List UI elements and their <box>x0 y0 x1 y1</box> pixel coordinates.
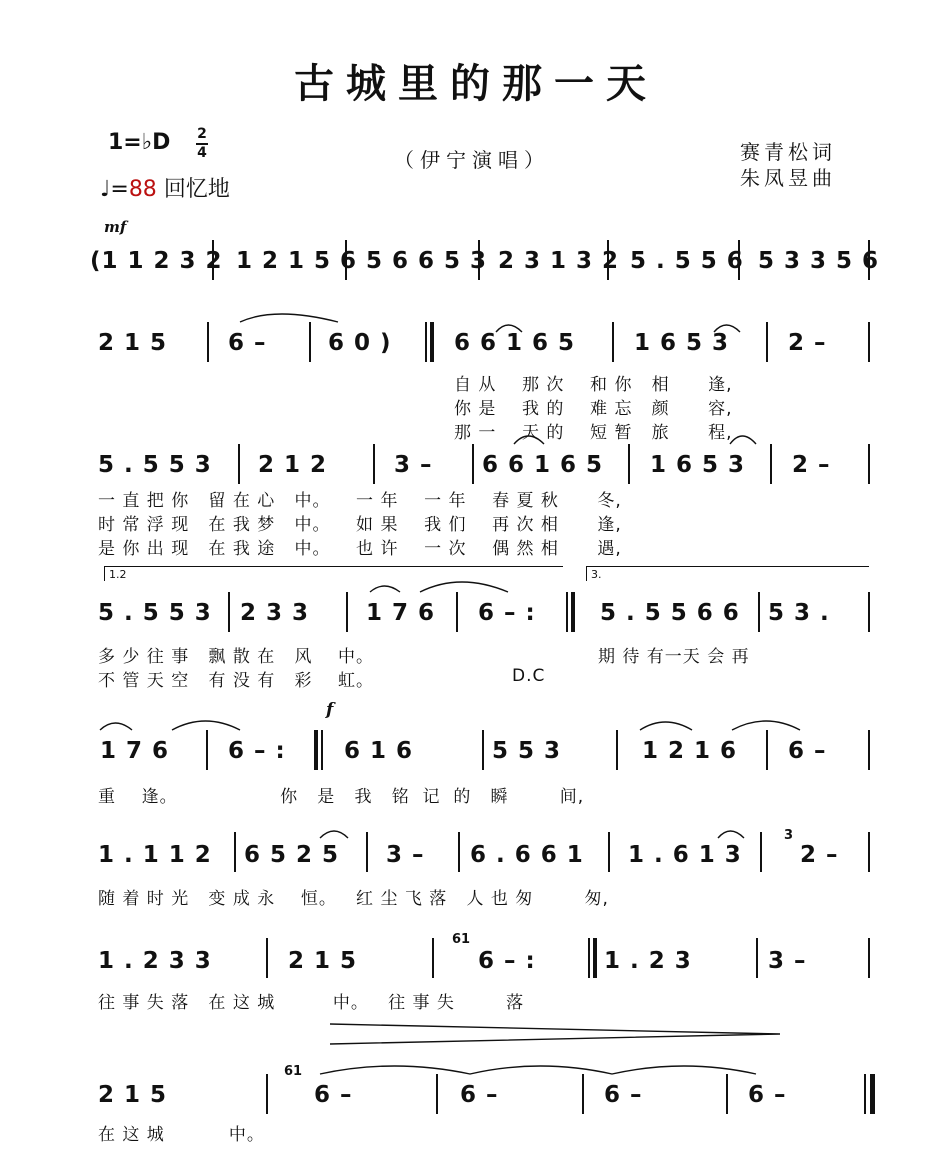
measure: 6 – : <box>478 600 536 626</box>
measure: 1 6 5 3 <box>650 452 746 478</box>
slur-curve <box>496 325 522 332</box>
measure: 3 – <box>394 452 433 478</box>
measure: 1 . 6 1 3 <box>628 842 742 868</box>
measure: (1 1 2 3 2 <box>90 248 223 274</box>
slur-curve <box>730 436 756 444</box>
measure: 6 – <box>788 738 827 764</box>
measure: 6 – <box>314 1082 353 1108</box>
tie-curve <box>420 582 508 592</box>
measure: 3 – <box>768 948 807 974</box>
measure: 2 3 1 3 2 <box>498 248 620 274</box>
measure: 1 2 1 5 6 <box>236 248 358 274</box>
meter-top: 2 <box>197 126 207 142</box>
lyric-line: 重 逢。 你 是 我 铭 记 的 瞬 间, <box>98 787 585 807</box>
measure: 5 . 5 5 3 <box>98 600 212 626</box>
measure: 2 1 5 <box>98 1082 168 1108</box>
measure: 2 – <box>792 452 831 478</box>
grace-note: 61 <box>284 1064 303 1079</box>
lyric-line: 随 着 时 光 变 成 永 恒。 红 尘 飞 落 人 也 匆 匆, <box>98 889 609 909</box>
composer-credit: 朱凤昱曲 <box>740 166 836 190</box>
measure: 6 6 1 6 5 <box>482 452 604 478</box>
decrescendo-hairpin <box>330 1024 780 1044</box>
measure: 2 1 5 <box>98 330 168 356</box>
dynamic-mf: mf <box>104 218 127 236</box>
key-signature: 1=♭D <box>108 130 171 155</box>
lyric-verse-1: 一 直 把 你 留 在 心 中。 一 年 一 年 春 夏 秋 冬, <box>98 491 622 511</box>
measure: 3 – <box>386 842 425 868</box>
lyricist-credit: 赛青松词 <box>740 140 836 164</box>
measure: 5 3 . <box>768 600 830 626</box>
song-title: 古城里的那一天 <box>294 61 658 107</box>
meter-bottom: 4 <box>197 145 207 161</box>
measure: 1 . 2 3 <box>604 948 692 974</box>
measure: 2 3 3 <box>240 600 310 626</box>
measure: 6 6 1 6 5 <box>454 330 576 356</box>
measure: 6 – : <box>478 948 536 974</box>
grace-note: 61 <box>452 932 471 947</box>
lyric-verse-3: 是 你 出 现 在 我 途 中。 也 许 一 次 偶 然 相 遇, <box>98 539 622 559</box>
da-capo-marking: D.C <box>512 666 546 686</box>
slur-curve <box>640 722 692 730</box>
measure: 6 – <box>604 1082 643 1108</box>
tie-curve <box>320 1066 756 1074</box>
measure: 5 3 3 5 6 <box>758 248 880 274</box>
lyric-line: 在 这 城 中。 <box>98 1125 265 1145</box>
measure: 6 – <box>228 330 267 356</box>
measure: 6 1 6 <box>344 738 414 764</box>
measure: 2 – <box>800 842 839 868</box>
measure: 2 1 2 <box>258 452 328 478</box>
measure: 6 – : <box>228 738 286 764</box>
lyric-ending-3: 期 待 有一天 会 再 <box>598 647 750 667</box>
lyric-verse-2: 不 管 天 空 有 没 有 彩 虹。 <box>98 671 375 691</box>
measure: 5 5 3 <box>492 738 562 764</box>
measure: 2 1 5 <box>288 948 358 974</box>
measure: 5 . 5 5 6 <box>630 248 744 274</box>
measure: 5 . 5 5 6 6 <box>600 600 740 626</box>
quarter-note-icon: ♩= <box>100 177 129 202</box>
measure: 1 2 1 6 <box>642 738 738 764</box>
lyric-verse-1: 多 少 往 事 飘 散 在 风 中。 <box>98 647 375 667</box>
volta-label: 1.2 <box>109 568 127 581</box>
slur-curve <box>370 586 400 592</box>
slur-curve <box>514 436 544 444</box>
singer-credit: （伊宁演唱） <box>394 148 550 172</box>
lyric-verse-2: 你 是 我 的 难 忘 颜 容, <box>454 399 733 419</box>
measure: 6 . 6 6 1 <box>470 842 584 868</box>
measure: 1 7 6 <box>100 738 170 764</box>
volta-label: 3. <box>591 568 602 581</box>
lyric-verse-2: 时 常 浮 现 在 我 梦 中。 如 果 我 们 再 次 相 逢, <box>98 515 622 535</box>
grace-note: 3 <box>784 828 794 843</box>
measure: 1 . 1 1 2 <box>98 842 212 868</box>
slur-curve <box>714 325 740 332</box>
tie-curve <box>732 721 800 730</box>
measure: 6 – <box>748 1082 787 1108</box>
measure: 5 6 6 5 3 <box>366 248 488 274</box>
lyric-verse-1: 自 从 那 次 和 你 相 逢, <box>454 375 733 395</box>
tempo-value: 88 <box>128 177 157 202</box>
measure: 2 – <box>788 330 827 356</box>
slur-curve <box>320 831 348 838</box>
measure: 1 7 6 <box>366 600 436 626</box>
measure: 1 6 5 3 <box>634 330 730 356</box>
slur-curve <box>100 723 132 730</box>
slur-curve <box>718 831 744 838</box>
tie-curve <box>172 721 240 730</box>
measure: 5 . 5 5 3 <box>98 452 212 478</box>
lyric-line: 往 事 失 落 在 这 城 中。 往 事 失 落 <box>98 993 525 1013</box>
lyric-verse-3: 那 一 天 的 短 暂 旅 程, <box>454 423 733 443</box>
measure: 6 0 ) <box>328 330 392 356</box>
measure: 1 . 2 3 3 <box>98 948 212 974</box>
dynamic-f: f <box>326 700 334 720</box>
measure: 6 5 2 5 <box>244 842 340 868</box>
measure: 6 – <box>460 1082 499 1108</box>
tie-curve <box>240 314 338 322</box>
tempo-text: 回忆地 <box>163 177 230 202</box>
